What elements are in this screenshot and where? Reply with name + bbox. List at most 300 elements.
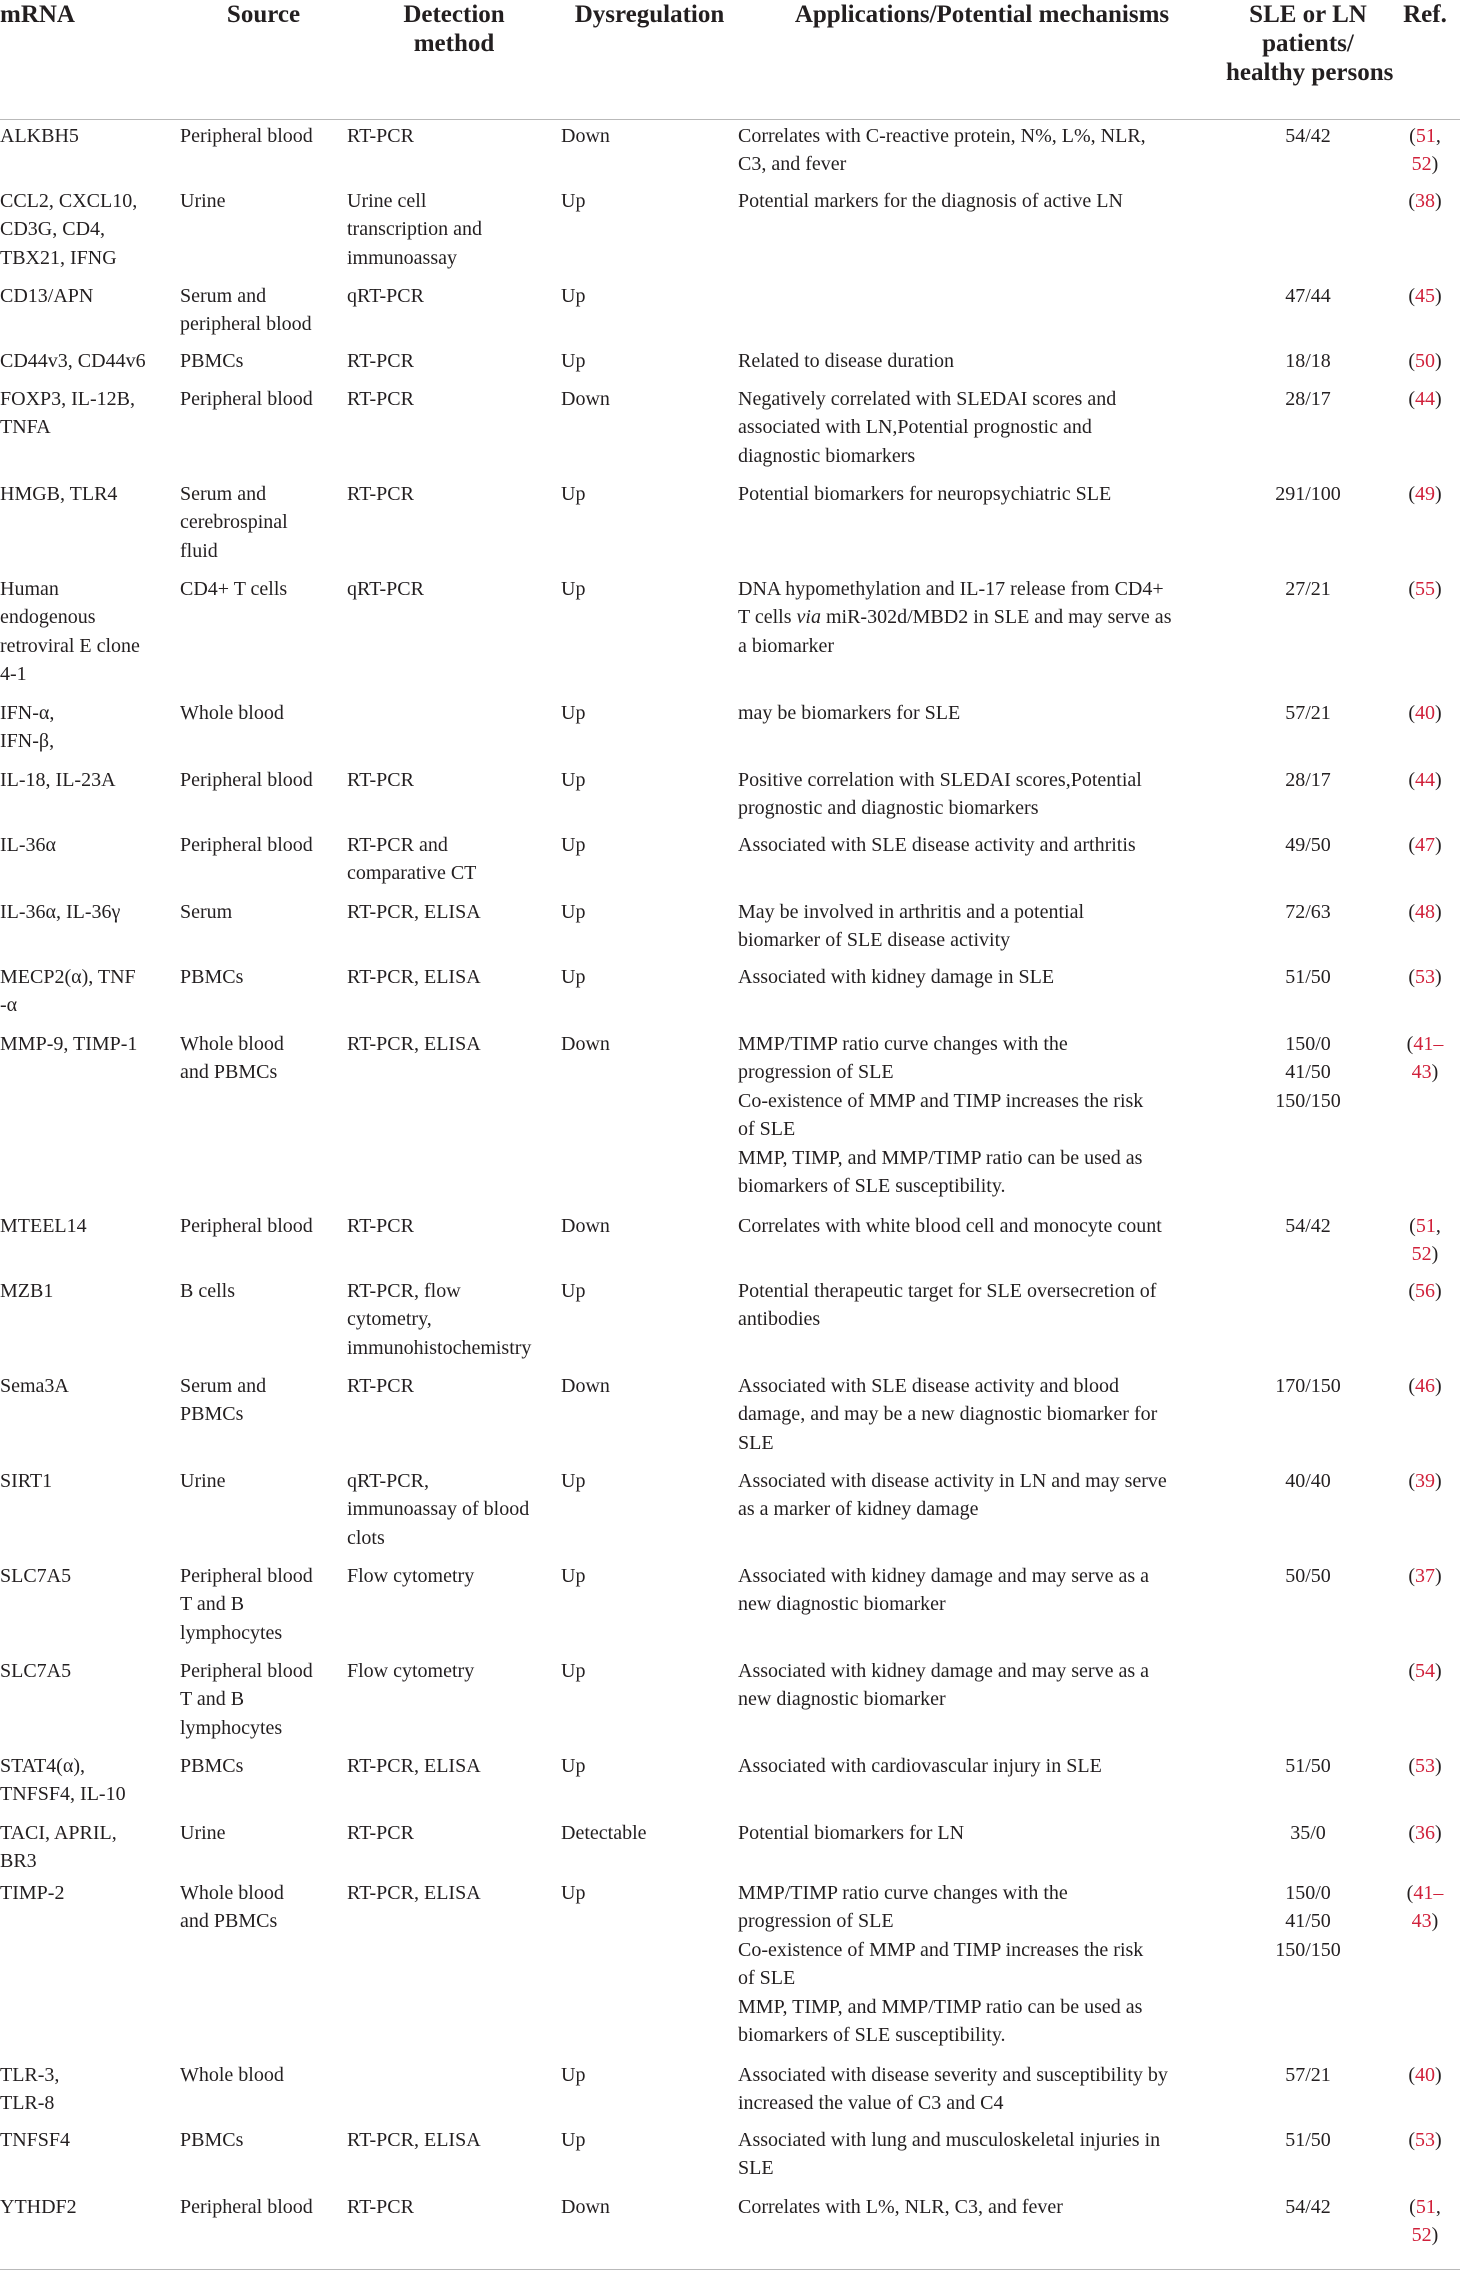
cell-application [738,282,1226,347]
cell-line: (36) [1408,1821,1442,1844]
cell-line: (45) [1408,284,1442,307]
cell-text: Up [561,577,586,600]
cell-detection [347,1372,561,1467]
cell-text: Up [561,900,586,923]
cell-application [738,1372,1226,1467]
cell-line: MMP/TIMP ratio curve changes with the [738,1032,1068,1055]
cell-mrna [0,385,180,480]
cell-ref[interactable] [1390,1562,1460,1657]
cell-detection [347,831,561,898]
cell-source [180,575,347,699]
table-row [0,699,1460,766]
table-row [0,282,1460,347]
cell-ref[interactable] [1390,122,1460,187]
cell-line: May be involved in arthritis and a potential [738,900,1085,923]
cell-detection [347,187,561,282]
cell-application [738,122,1226,187]
cell-line: qRT-PCR [347,284,424,307]
cell-ref[interactable] [1390,898,1460,963]
cell-ref[interactable] [1390,1212,1460,1277]
cell-line: 150/0 [1285,1032,1331,1055]
cell-application [738,1562,1226,1657]
table-row [0,2061,1460,2126]
cell-dysregulation [561,1467,738,1562]
table-bottom-rule [0,2269,1460,2270]
cell-text: Up [561,189,586,212]
cell-line: Associated with SLE disease activity and arthritis [738,833,1136,856]
cell-application [738,1212,1226,1277]
cell-line: 57/21 [1285,701,1331,724]
cell-detection [347,282,561,347]
cell-detection [347,575,561,699]
cell-line: RT-PCR, ELISA [347,1881,481,1904]
cell-dysregulation [561,187,738,282]
cell-dysregulation [561,1879,738,2061]
cell-text: Up [561,833,586,856]
cell-ref[interactable] [1390,480,1460,575]
cell-detection [347,1467,561,1562]
cell-detection [347,1879,561,2061]
cell-patients [1226,1467,1390,1562]
cell-ref[interactable] [1390,2061,1460,2126]
cell-line: Potential therapeutic target for SLE oversecretion of [738,1279,1157,1302]
cell-dysregulation [561,1277,738,1372]
cell-line: (50) [1408,349,1442,372]
cell-source [180,766,347,831]
cell-dysregulation [561,1752,738,1819]
cell-line: immunoassay [347,246,457,269]
cell-mrna [0,1752,180,1819]
cell-line: TIMP-2 [0,1881,65,1904]
cell-dysregulation [561,898,738,963]
cell-detection [347,2193,561,2269]
cell-line: Associated with disease severity and susceptibility by [738,2063,1168,2086]
cell-line: Serum and [180,482,267,505]
cell-mrna [0,2193,180,2269]
cell-detection [347,385,561,480]
cell-line: MZB1 [0,1279,54,1302]
cell-line: RT-PCR [347,124,414,147]
cell-mrna [0,1879,180,2061]
cell-patients [1226,1212,1390,1277]
cell-text: Down [561,124,610,147]
cell-patients [1226,575,1390,699]
table-row [0,2126,1460,2193]
cell-line: Associated with disease activity in LN and may serve [738,1469,1167,1492]
cell-line: Peripheral blood [180,124,313,147]
cell-patients [1226,480,1390,575]
cell-line: Whole blood [180,1881,284,1904]
table-row [0,1819,1460,1879]
cell-line: SLC7A5 [0,1564,72,1587]
cell-line: Correlates with C-reactive protein, N%, L%, NLR, [738,124,1146,147]
cell-source [180,1030,347,1212]
cell-line: Flow cytometry [347,1659,475,1682]
cell-line: immunohistochemistry [347,1336,532,1359]
cell-dysregulation [561,122,738,187]
cell-line: qRT-PCR, [347,1469,429,1492]
cell-patients [1226,1277,1390,1372]
cell-line: BR3 [0,1850,37,1872]
cell-ref[interactable] [1390,347,1460,385]
cell-source [180,1467,347,1562]
cell-ref[interactable] [1390,1372,1460,1467]
cell-dysregulation [561,831,738,898]
header-applications: Applications/Potential mechanisms [794,1,1170,28]
cell-mrna [0,766,180,831]
cell-line: immunoassay of blood [347,1498,530,1520]
cell-detection [347,766,561,831]
cell-dysregulation [561,1657,738,1752]
cell-line: Serum [180,900,233,923]
cell-ref[interactable] [1390,963,1460,1030]
cell-line: as a marker of kidney damage [738,1498,979,1520]
cell-line: 40/40 [1285,1469,1331,1492]
cell-patients [1226,699,1390,766]
cell-line: PBMCs [180,349,244,372]
cell-line: increased the value of C3 and C4 [738,2092,1004,2114]
cell-ref[interactable] [1390,187,1460,282]
cell-line: cytometry, [347,1308,432,1330]
cell-line: of SLE [738,1118,796,1140]
cell-application [738,766,1226,831]
cell-line: Serum and [180,1374,267,1397]
cell-line: Whole blood [180,1032,284,1055]
cell-mrna [0,480,180,575]
cell-dysregulation [561,385,738,480]
cell-detection [347,2126,561,2193]
cell-source [180,2193,347,2269]
cell-line: Correlates with L%, NLR, C3, and fever [738,2195,1063,2218]
cell-line: IL-36α [0,833,57,856]
cell-line: cerebrospinal [180,511,288,533]
cell-application [738,480,1226,575]
cell-line: Associated with SLE disease activity and blood [738,1374,1120,1397]
cell-line: progression of SLE [738,1061,894,1083]
table-row [0,766,1460,831]
cell-line: RT-PCR [347,1214,414,1237]
cell-line: B cells [180,1279,235,1302]
cell-ref[interactable] [1390,766,1460,831]
cell-line: 51/50 [1285,965,1331,988]
cell-source [180,1819,347,1879]
cell-application [738,575,1226,699]
cell-line: SLC7A5 [0,1659,72,1682]
cell-line: Peripheral blood [180,833,313,856]
cell-line: 49/50 [1285,833,1331,856]
cell-line: TLR-3, [0,2063,60,2086]
cell-line: 4-1 [0,663,27,685]
table-row [0,1879,1460,2061]
cell-line: T cells via miR-302d/MBD2 in SLE and may serve as [738,606,1172,628]
cell-line: 43) [1411,1910,1439,1932]
header-mrna: mRNA [0,1,75,28]
cell-line: RT-PCR and [347,833,448,856]
cell-line: (37) [1408,1564,1442,1587]
table-row [0,122,1460,187]
cell-line: CCL2, CXCL10, [0,189,138,212]
cell-ref[interactable] [1390,699,1460,766]
cell-line: Whole blood [180,701,284,724]
cell-mrna [0,2061,180,2126]
cell-line: HMGB, TLR4 [0,482,118,505]
header-patients: SLE or LN patients/ healthy persons [1226,1,1394,86]
cell-line: TACI, APRIL, [0,1821,117,1844]
cell-application [738,1030,1226,1212]
cell-application [738,347,1226,385]
cell-text: Down [561,2195,610,2218]
header-row [0,0,1460,119]
cell-line: 43) [1411,1061,1439,1083]
cell-line: clots [347,1526,385,1549]
cell-source [180,282,347,347]
cell-line: lymphocytes [180,1621,283,1644]
cell-ref[interactable] [1390,575,1460,699]
table-row [0,1467,1460,1562]
cell-ref[interactable] [1390,1467,1460,1562]
cell-line: comparative CT [347,862,477,884]
cell-dysregulation [561,1030,738,1212]
cell-application [738,187,1226,282]
cell-line: (53) [1408,965,1442,988]
cell-line: 170/150 [1275,1374,1341,1397]
cell-line: Peripheral blood [180,768,313,791]
cell-ref[interactable] [1390,1819,1460,1879]
cell-mrna [0,831,180,898]
cell-line: Co-existence of MMP and TIMP increases the risk [738,1089,1144,1112]
cell-line: (41– [1406,1881,1444,1904]
cell-ref[interactable] [1390,831,1460,898]
cell-line: RT-PCR, ELISA [347,1032,481,1055]
cell-application [738,385,1226,480]
cell-patients [1226,1752,1390,1819]
cell-line: Peripheral blood [180,2195,313,2218]
cell-line: ALKBH5 [0,124,79,147]
cell-detection [347,1657,561,1752]
cell-dysregulation [561,963,738,1030]
table-row [0,2193,1460,2269]
header-dysregulation: Dysregulation [574,1,725,28]
cell-line: qRT-PCR [347,577,424,600]
cell-line: Urine [180,1821,226,1844]
cell-patients [1226,1879,1390,2061]
cell-dysregulation [561,2126,738,2193]
cell-mrna [0,1372,180,1467]
cell-line: Human [0,577,59,600]
cell-line: transcription and [347,218,482,240]
cell-line: 52) [1411,1243,1439,1265]
cell-detection [347,1212,561,1277]
cell-line: RT-PCR [347,768,414,791]
cell-dysregulation [561,480,738,575]
cell-mrna [0,1212,180,1277]
cell-line: IL-18, IL-23A [0,768,116,791]
cell-text: Up [561,1564,586,1587]
table-row [0,187,1460,282]
cell-detection [347,699,561,766]
cell-dysregulation [561,699,738,766]
cell-text: Up [561,1754,586,1777]
cell-line: YTHDF2 [0,2195,77,2218]
cell-line: RT-PCR [347,482,414,505]
cell-line: peripheral blood [180,313,312,335]
cell-mrna [0,1819,180,1879]
cell-line: TNFSF4, IL-10 [0,1783,126,1805]
cell-line: STAT4(α), [0,1754,85,1777]
cell-mrna [0,2126,180,2193]
cell-line: Urine cell [347,189,427,212]
cell-line: antibodies [738,1308,821,1330]
cell-line: Negatively correlated with SLEDAI scores and [738,387,1117,410]
cell-application [738,1277,1226,1372]
cell-line: MMP, TIMP, and MMP/TIMP ratio can be used as [738,1146,1143,1169]
cell-line: Associated with kidney damage and may serve as a [738,1659,1149,1682]
cell-application [738,1657,1226,1752]
cell-detection [347,1752,561,1819]
cell-ref[interactable] [1390,282,1460,347]
cell-line: 35/0 [1290,1821,1326,1844]
cell-line: MTEEL14 [0,1214,87,1237]
cell-detection [347,1277,561,1372]
cell-ref[interactable] [1390,2126,1460,2193]
cell-line: DNA hypomethylation and IL-17 release from CD4+ [738,577,1164,600]
cell-patients [1226,1819,1390,1879]
cell-ref[interactable] [1390,1277,1460,1372]
cell-patients [1226,2061,1390,2126]
cell-ref[interactable] [1390,2193,1460,2269]
cell-application [738,963,1226,1030]
cell-line: new diagnostic biomarker [738,1688,946,1710]
cell-text: Down [561,1032,610,1055]
cell-line: diagnostic biomarkers [738,444,916,467]
cell-line: Associated with lung and musculoskeletal injuries in [738,2128,1161,2151]
cell-mrna [0,347,180,385]
cell-patients [1226,122,1390,187]
cell-source [180,699,347,766]
cell-ref[interactable] [1390,1752,1460,1819]
cell-text: Up [561,701,586,724]
cell-application [738,2126,1226,2193]
cell-mrna [0,575,180,699]
cell-line: retroviral E clone [0,634,140,657]
cell-dysregulation [561,282,738,347]
cell-line: (39) [1408,1469,1442,1492]
table-row [0,831,1460,898]
cell-dysregulation [561,1372,738,1467]
cell-line: 47/44 [1285,284,1331,307]
cell-line: MECP2(α), TNF [0,965,136,988]
cell-source [180,1657,347,1752]
cell-line: Associated with kidney damage and may serve as a [738,1564,1149,1587]
cell-source [180,1212,347,1277]
cell-patients [1226,1030,1390,1212]
table-row [0,963,1460,1030]
cell-detection [347,1819,561,1879]
cell-line: (47) [1408,833,1442,856]
table-header [0,0,1460,119]
cell-line: TNFSF4 [0,2128,71,2151]
cell-line: (51, [1409,124,1441,147]
cell-line: 52) [1411,153,1439,175]
cell-line: Peripheral blood [180,387,313,410]
cell-line: RT-PCR, ELISA [347,900,481,923]
cell-text: Up [561,2128,586,2151]
cell-line: biomarkers of SLE susceptibility. [738,2024,1006,2046]
cell-text: Up [561,284,586,307]
cell-dysregulation [561,2061,738,2126]
cell-patients [1226,1657,1390,1752]
cell-mrna [0,963,180,1030]
cell-line: (55) [1408,577,1442,600]
cell-mrna [0,282,180,347]
cell-application [738,831,1226,898]
cell-line: Serum and [180,284,267,307]
cell-line: CD44v3, CD44v6 [0,349,146,372]
cell-line: SLE [738,1431,774,1454]
cell-line: T and B [180,1593,245,1615]
cell-detection [347,1562,561,1657]
cell-detection [347,347,561,385]
cell-source [180,347,347,385]
cell-line: PBMCs [180,965,244,988]
cell-line: 54/42 [1285,124,1331,147]
cell-line: IL-36α, IL-36γ [0,900,121,923]
cell-ref[interactable] [1390,385,1460,480]
cell-line: RT-PCR [347,2195,414,2218]
cell-line: Positive correlation with SLEDAI scores,Potential [738,768,1142,791]
cell-text: Up [561,482,586,505]
cell-line: C3, and fever [738,153,847,175]
cell-line: Related to disease duration [738,349,955,372]
cell-line: RT-PCR, ELISA [347,2128,481,2151]
cell-patients [1226,187,1390,282]
cell-detection [347,122,561,187]
cell-line: Co-existence of MMP and TIMP increases the risk [738,1938,1144,1961]
table-row [0,1030,1460,1212]
cell-line: 51/50 [1285,2128,1331,2151]
header-source: Source [226,1,301,28]
cell-ref[interactable] [1390,1657,1460,1752]
cell-line: RT-PCR, ELISA [347,1754,481,1777]
cell-line: Correlates with white blood cell and monocyte count [738,1214,1162,1237]
cell-line: (48) [1408,900,1442,923]
cell-line: -α [0,994,18,1016]
cell-line: Peripheral blood [180,1564,313,1587]
cell-mrna [0,1467,180,1562]
cell-application [738,1879,1226,2061]
cell-text: Up [561,1279,586,1302]
header-detection-method: Detection method [403,1,505,57]
cell-source [180,1277,347,1372]
cell-line: Potential biomarkers for LN [738,1821,965,1844]
cell-line: Urine [180,1469,226,1492]
cell-line: RT-PCR [347,1821,414,1844]
cell-line: 52) [1411,2224,1439,2246]
cell-source [180,831,347,898]
cell-line: 18/18 [1285,349,1331,372]
cell-ref[interactable] [1390,1030,1460,1212]
cell-source [180,122,347,187]
cell-dysregulation [561,766,738,831]
cell-line: RT-PCR, ELISA [347,965,481,988]
cell-line: T and B [180,1688,245,1710]
cell-line: 54/42 [1285,2195,1331,2218]
cell-source [180,480,347,575]
cell-line: (53) [1408,2128,1442,2151]
cell-ref[interactable] [1390,1879,1460,2061]
cell-line: (41– [1406,1032,1444,1055]
cell-line: 291/100 [1275,482,1341,505]
